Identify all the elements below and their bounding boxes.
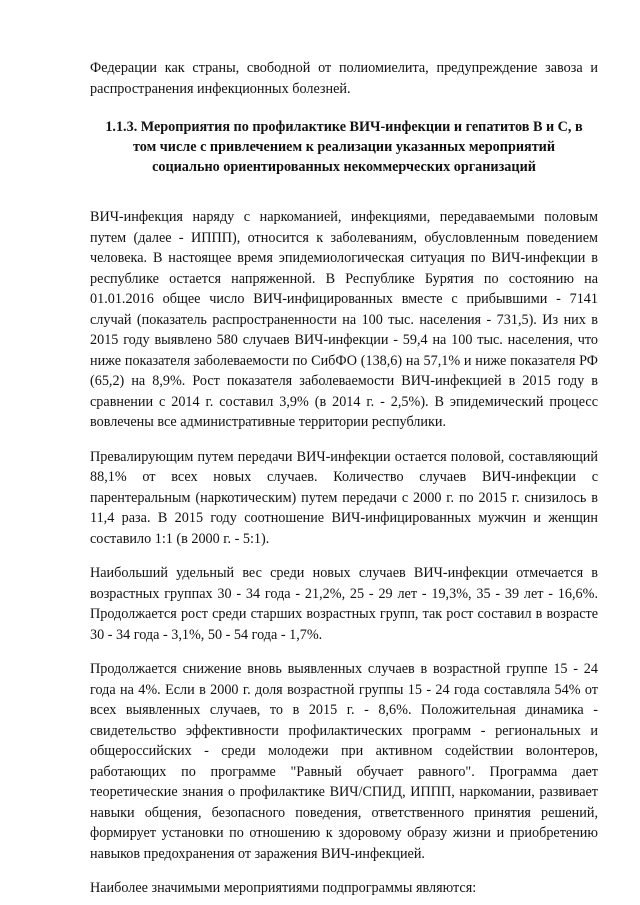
paragraph-age-groups: Наибольший удельный вес среди новых случаев ВИЧ-инфекции отмечается в возрастных группах 30 - 34 года - 21,2%, 25 - 29 лет - 19,3%, 35 - 39 лет - 16,6%. Продолжается рост среди старших возрастных групп, так рост составил в возрасте 30 - 34 года - 3,1%, 50 - 54 года - 1,7%.: [90, 565, 598, 643]
section-heading: 1.1.3. Мероприятия по профилактике ВИЧ-инфекции и гепатитов В и С, в том числе с привлечением к реализации указанных мероприятий социально ориентированных некоммерческих организаций: [105, 119, 583, 175]
paragraph-key-measures: Наиболее значимыми мероприятиями подпрограммы являются:: [90, 880, 477, 896]
paragraph-youth-decline: Продолжается снижение вновь выявленных случаев в возрастной группе 15 - 24 года на 4%. Если в 2000 г. доля возрастной группы 15 - 24 года составляла 54% от всех выявленных случаев, то в 2015 г. - 8,6%. Положительная динамика - свидетельство эффективности профилактических программ - региональных и общероссийских - среди молодежи при активном содействии волонтеров, работающих по программе "Равный обучает равного". Программа дает теоретические знания о профилактике ВИЧ/СПИД, ИППП, наркомании, развивает навыки общения, безопасного поведения, ответственного принятия решений, формирует установки по отношению к здоровому образу жизни и приобретению навыков предохранения от заражения ВИЧ-инфекцией.: [90, 661, 598, 862]
document-page: [90, 58, 598, 899]
paragraph-hiv-situation: ВИЧ-инфекция наряду с наркоманией, инфекциями, передаваемыми половым путем (далее - ИППП), относится к заболеваниям, обусловленным поведением человека. В настоящее время эпидемиологическая ситуация по ВИЧ-инфекции в республике остается напряженной. В Республике Бурятия по состоянию на 01.01.2016 общее число ВИЧ-инфицированных вместе с прибывшими - 7141 случай (показатель распространенности на 100 тыс. населения - 731,5). Из них в 2015 году выявлено 580 случаев ВИЧ-инфекции - 59,4 на 100 тыс. населения, что ниже показателя заболеваемости по СибФО (138,6) на 57,1% и ниже показателя РФ (65,2) на 8,9%. Рост показателя заболеваемости ВИЧ-инфекцией в 2015 году в сравнении с 2014 г. составил 3,9% (в 2014 г. - 2,5%). В эпидемический процесс вовлечены все административные территории республики.: [90, 209, 598, 430]
intro-paragraph: Федерации как страны, свободной от полиомиелита, предупреждение завоза и распространения инфекционных болезней.: [90, 60, 598, 97]
paragraph-transmission: Превалирующим путем передачи ВИЧ-инфекции остается половой, составляющий 88,1% от всех новых случаев. Количество случаев ВИЧ-инфекции с парентеральным (наркотическим) путем передачи с 2000 г. по 2015 г. снизилось в 11,4 раза. В 2015 году соотношение ВИЧ-инфицированных мужчин и женщин составило 1:1 (в 2000 г. - 5:1).: [90, 448, 598, 547]
